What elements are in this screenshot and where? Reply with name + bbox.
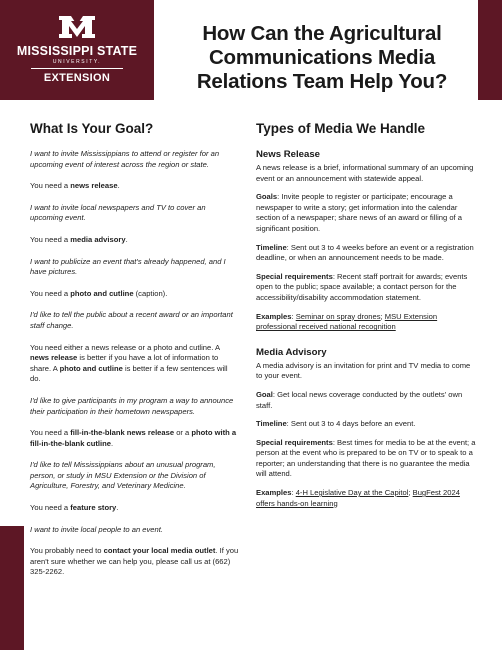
example-link-1[interactable]: 4-H Legislative Day at the Capitol xyxy=(295,488,409,498)
goal-text: I want to invite local newspapers and TV to cover an upcoming event. xyxy=(30,202,206,223)
examples-sep: : xyxy=(291,311,296,321)
news-release-desc: A news release is a brief, informational summary of an upcoming event or an announcement with statewide appeal. xyxy=(256,163,474,183)
goal-text: I want to invite local people to an event. xyxy=(30,524,163,534)
goal-label: Goal xyxy=(256,389,273,399)
goal-heading: What Is Your Goal? xyxy=(30,121,154,136)
state-m-emblem-icon xyxy=(57,14,97,40)
media-types-column xyxy=(256,120,478,520)
media-advisory-examples xyxy=(256,488,478,509)
news-release-title: News Release xyxy=(256,149,320,160)
examples-label: Examples xyxy=(256,311,292,321)
need-fragment: . If you aren't sure whether we can help you, please call us at (662) 325-2262. xyxy=(30,546,239,577)
logo-extension: EXTENSION xyxy=(43,71,111,84)
goal-list xyxy=(30,149,240,578)
special-text: : Recent staff portrait for awards; events open to the public; space available; a contact person for the accessibility/disability accommodation statement. xyxy=(256,271,468,302)
need-text xyxy=(30,289,240,300)
special-label: Special requirements xyxy=(256,271,333,281)
need-fragment: You need a xyxy=(30,234,71,244)
footer-accent-bar xyxy=(0,526,24,650)
goals-label: Goals xyxy=(256,192,278,202)
need-emphasis: media advisory xyxy=(70,234,126,244)
page-title: How Can the Agricultural Communications Media Relations Team Help You? xyxy=(196,22,448,93)
need-fragment: You probably need to xyxy=(30,546,104,556)
goal-text: I want to publicize an event that's already happened, and I have pictures. xyxy=(30,256,226,277)
need-fragment: or a xyxy=(174,428,192,438)
need-fragment: is better if a few sentences will do. xyxy=(30,363,228,384)
media-types-heading: Types of Media We Handle xyxy=(256,121,426,136)
need-fragment: You need either a news release or a photo and cutline. A xyxy=(30,342,220,352)
examples-join: ; xyxy=(408,488,413,498)
need-text xyxy=(30,428,240,449)
logo-block xyxy=(0,0,154,100)
need-emphasis: fill-in-the-blank news release xyxy=(70,428,175,438)
need-fragment: (caption). xyxy=(133,288,168,298)
goal-column xyxy=(30,120,240,589)
example-link-2[interactable]: MSU Extension professional received national recognition xyxy=(256,311,438,332)
need-emphasis: news release xyxy=(30,353,78,363)
need-emphasis: photo and cutline xyxy=(70,288,134,298)
need-fragment: You need a xyxy=(30,288,71,298)
need-fragment: . xyxy=(125,234,128,244)
need-fragment: . xyxy=(116,503,119,513)
need-emphasis: photo and cutline xyxy=(59,363,123,373)
need-fragment: is better if you have a lot of information to share. A xyxy=(30,353,219,373)
need-emphasis: feature story xyxy=(70,503,117,513)
examples-join: ; xyxy=(380,311,385,321)
logo-subtitle: UNIVERSITY. xyxy=(52,58,102,65)
goals-text: : Invite people to register or participate; encourage a newspaper to write a story; get information into the calendar section of a newspaper; share news of an award or filling of a significant position. xyxy=(256,192,462,233)
need-emphasis: contact your local media outlet xyxy=(103,546,216,556)
need-text xyxy=(30,235,240,246)
logo-divider xyxy=(31,68,123,69)
need-text xyxy=(30,503,240,514)
media-advisory-special xyxy=(256,438,478,480)
timeline-label: Timeline xyxy=(256,419,287,429)
example-link-1[interactable]: Seminar on spray drones xyxy=(295,311,381,321)
news-release-examples xyxy=(256,312,478,333)
media-advisory-desc: A media advisory is an invitation for print and TV media to come to your event. xyxy=(256,360,471,381)
need-emphasis: news release xyxy=(70,181,118,191)
special-label: Special requirements xyxy=(256,437,333,447)
example-link-2[interactable]: BugFest 2024 offers hands-on learning xyxy=(256,488,460,508)
goal-text: I'd like to tell the public about a recent award or an important staff change. xyxy=(30,310,233,330)
media-advisory-title: Media Advisory xyxy=(256,346,327,358)
media-advisory-goal xyxy=(256,390,478,411)
need-emphasis: photo with a fill-in-the-blank cutline xyxy=(30,428,237,448)
need-fragment: You need a xyxy=(30,428,71,438)
header-accent-bar xyxy=(478,0,502,100)
logo-name: MISSISSIPPI STATE xyxy=(16,44,138,58)
goal-text: I'd like to give participants in my program a way to announce their participation in their hometown newspapers. xyxy=(30,395,234,416)
need-fragment: . xyxy=(111,438,114,448)
goal-text: : Get local news coverage conducted by the outlets' own staff. xyxy=(256,389,463,410)
need-text xyxy=(30,181,240,192)
need-text xyxy=(30,343,240,385)
examples-sep: : xyxy=(291,488,296,498)
news-release-goals xyxy=(256,192,478,234)
news-release-timeline xyxy=(256,243,478,264)
need-fragment: . xyxy=(117,181,120,191)
timeline-text: : Sent out 3 to 4 days before an event. xyxy=(286,419,416,429)
news-release-special xyxy=(256,272,478,304)
media-advisory-timeline xyxy=(256,419,478,430)
need-fragment: You need a xyxy=(30,503,71,513)
need-text xyxy=(30,546,240,578)
special-text: : Best times for media to be at the event; a person at the event who is prepared to be on TV or to speak to a reporter; an understanding that there is no guarantee the media will attend. xyxy=(256,437,476,479)
examples-label: Examples xyxy=(256,488,292,498)
goal-text: I'd like to tell Mississippians about an unusual program, person, or study in MSU Extension or the Division of Agriculture, Forestry, and Veterinary Medicine. xyxy=(30,460,216,491)
timeline-text: : Sent out 3 to 4 weeks before an event or a registration deadline, or when an announcement needs to be made. xyxy=(256,242,474,263)
goal-text: I want to invite Mississippians to attend or register for an upcoming event of interest across the region or state. xyxy=(30,149,220,169)
timeline-label: Timeline xyxy=(256,242,287,252)
need-fragment: You need a xyxy=(30,181,71,191)
